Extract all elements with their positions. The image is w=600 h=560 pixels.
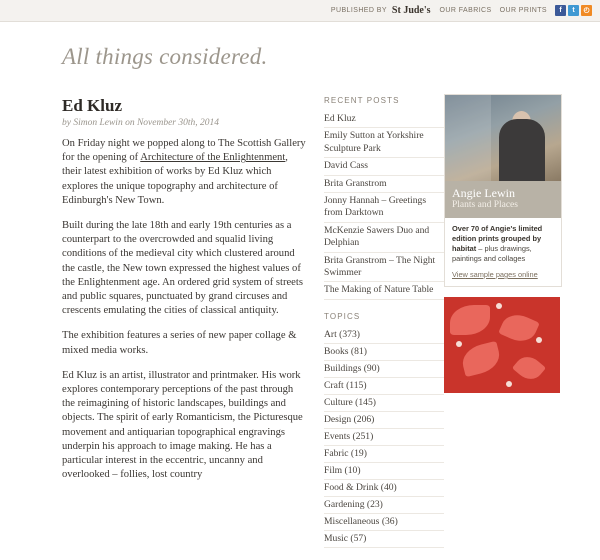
list-item[interactable]: Events (251): [324, 429, 444, 446]
list-item[interactable]: McKenzie Sawers Duo and Delphian: [324, 223, 444, 253]
list-item[interactable]: Film (10): [324, 463, 444, 480]
topics-list: [324, 327, 444, 548]
advert-rail: [444, 92, 566, 560]
list-item[interactable]: Brita Granstrom – The Night Swimmer: [324, 253, 444, 283]
list-item[interactable]: Music (57): [324, 531, 444, 548]
advert-subtitle: Plants and Places: [452, 200, 518, 210]
nav-our-fabrics[interactable]: OUR FABRICS: [439, 7, 492, 14]
list-item[interactable]: Buildings (90): [324, 361, 444, 378]
post-body: [62, 137, 308, 482]
advert-cta-link[interactable]: View sample pages online: [452, 270, 538, 279]
post-paragraph-1-text: On Friday night we popped along to The Scottish Gallery for the opening of Architecture of the Enlightenment, their latest exhibition of works by Ed Kluz which explores the unique topography and architecture of Edinburgh's New Town.: [62, 138, 306, 206]
list-item[interactable]: Brita Granstrom: [324, 176, 444, 193]
article: [62, 92, 324, 560]
social-links: [555, 5, 592, 16]
list-item[interactable]: Gardening (23): [324, 497, 444, 514]
list-item[interactable]: Design (206): [324, 412, 444, 429]
list-item[interactable]: Fabric (19): [324, 446, 444, 463]
advert-body: [445, 218, 561, 270]
page-body: [0, 92, 600, 560]
advert-name: Angie Lewin: [452, 186, 515, 200]
exhibition-link[interactable]: Architecture of the Enlightenment: [140, 152, 286, 164]
published-by-label: PUBLISHED BY: [330, 7, 387, 14]
advert-angie-lewin[interactable]: [444, 94, 562, 287]
post-paragraph-1: [62, 137, 308, 208]
publisher-brand[interactable]: St Jude's: [391, 5, 431, 16]
facebook-icon[interactable]: f: [555, 5, 566, 16]
twitter-icon[interactable]: t: [568, 5, 579, 16]
list-item[interactable]: Ed Kluz: [324, 111, 444, 128]
list-item[interactable]: David Cass: [324, 158, 444, 175]
advert-red-pattern[interactable]: [444, 297, 560, 393]
list-item[interactable]: Culture (145): [324, 395, 444, 412]
list-item[interactable]: Food & Drink (40): [324, 480, 444, 497]
top-bar: [0, 0, 600, 22]
list-item[interactable]: Miscellaneous (36): [324, 514, 444, 531]
site-title[interactable]: All things considered.: [62, 44, 268, 69]
sidebar: [324, 92, 444, 560]
list-item[interactable]: Art (373): [324, 327, 444, 344]
list-item[interactable]: The Making of Nature Table: [324, 282, 444, 299]
list-item[interactable]: Jonny Hannah – Greetings from Darktown: [324, 193, 444, 223]
list-item[interactable]: Books (81): [324, 344, 444, 361]
post-paragraph-2: Built during the late 18th and early 19th centuries as a counterpart to the overcrowded and squalid living conditions of the medieval city which clustered around the castle, the New town expressed the highest values of the Enlightenment age. An ordered grid system of streets and public squares, punctuated by grand circuses and crescents emulating the cities of classical antiquity.: [62, 220, 303, 317]
post-paragraph-4: Ed Kluz is an artist, illustrator and printmaker. His work explores contemporary perceptions of the past through the reimagining of historic landscapes, buildings and objects. The spirit of early Romanticism, the Picturesque movement and antiquarian topographical engravings underpin his approach to image making. He has a particular interest in the eccentric, uncanny and overlooked – follies, lost country: [62, 369, 303, 481]
recent-posts-list: [324, 111, 444, 300]
advert-body-lead: Over 70 of Angie's limited edition prints grouped by habitat: [452, 224, 543, 253]
post-paragraph-3: The exhibition features a series of new paper collage & mixed media works.: [62, 330, 297, 356]
recent-posts-heading: RECENT POSTS: [324, 96, 400, 105]
list-item[interactable]: Emily Sutton at Yorkshire Sculpture Park: [324, 128, 444, 158]
rss-icon[interactable]: ◴: [581, 5, 592, 16]
page-title: Ed Kluz: [62, 96, 122, 115]
post-meta: by Simon Lewin on November 30th, 2014: [62, 118, 220, 128]
advert-title-band: [445, 181, 561, 218]
masthead: [0, 22, 600, 92]
advert-body-rest: – plus drawings, paintings and collages: [452, 244, 532, 263]
list-item[interactable]: Craft (115): [324, 378, 444, 395]
nav-our-prints[interactable]: OUR PRINTS: [499, 7, 547, 14]
advert-photo: [445, 95, 561, 181]
topics-heading: TOPICS: [324, 311, 361, 321]
